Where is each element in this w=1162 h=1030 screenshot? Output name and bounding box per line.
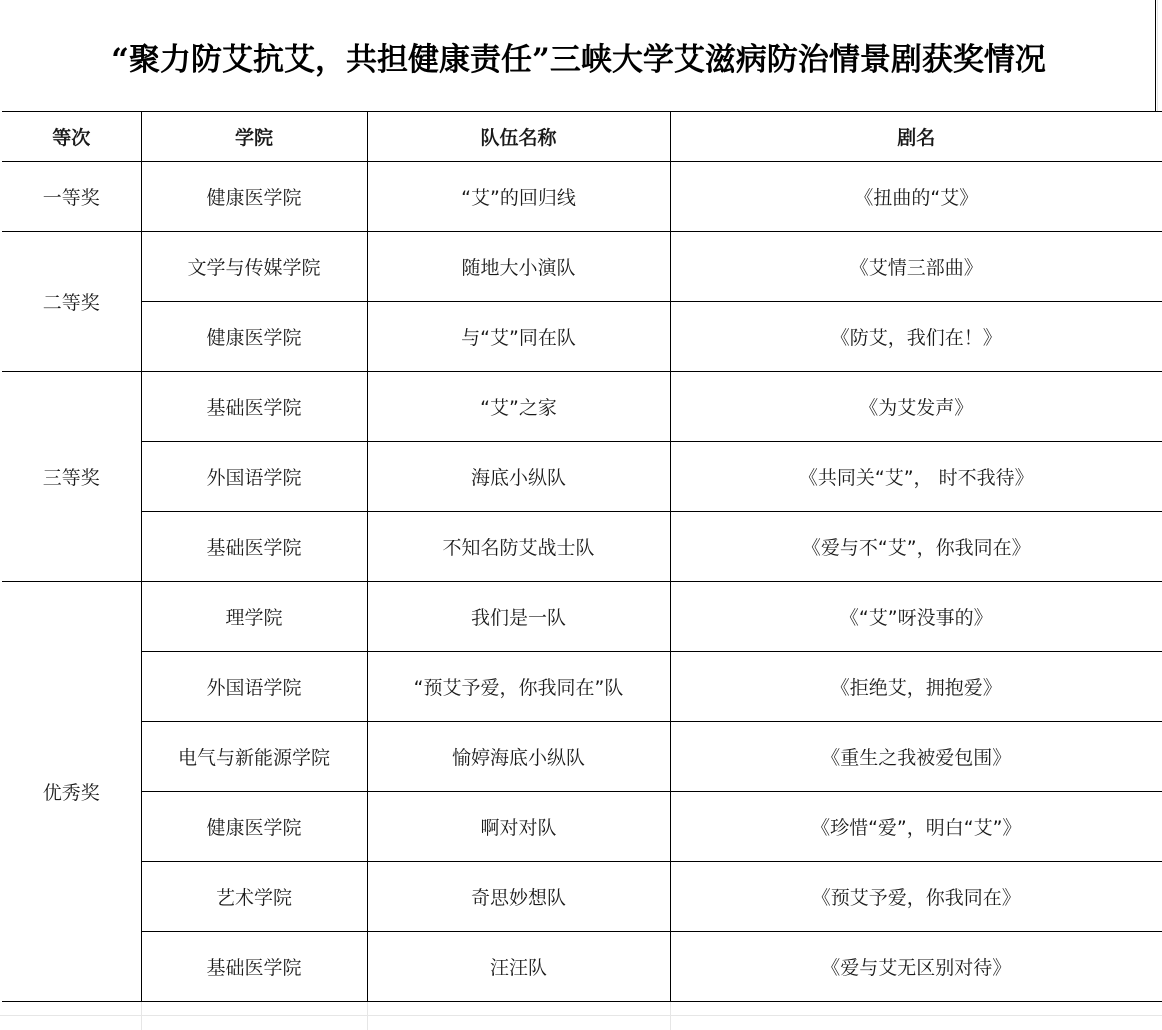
team-cell[interactable]: 汪汪队	[367, 932, 670, 1002]
team-cell[interactable]: 奇思妙想队	[367, 862, 670, 932]
rank-cell[interactable]: 一等奖	[2, 162, 141, 232]
rank-cell[interactable]: 三等奖	[2, 372, 141, 582]
table-row	[2, 582, 1162, 652]
header-team[interactable]: 队伍名称	[367, 112, 670, 162]
play-cell[interactable]: 《拒绝艾，拥抱爱》	[670, 652, 1162, 722]
college-cell[interactable]: 艺术学院	[141, 862, 367, 932]
play-cell[interactable]: 《重生之我被爱包围》	[670, 722, 1162, 792]
team-cell[interactable]: 愉婷海底小纵队	[367, 722, 670, 792]
play-cell[interactable]: 《艾情三部曲》	[670, 232, 1162, 302]
table-row	[2, 232, 1162, 302]
play-cell[interactable]: 《预艾予爱，你我同在》	[670, 862, 1162, 932]
table-row	[2, 302, 1162, 372]
header-rank[interactable]: 等次	[2, 112, 141, 162]
grid-line	[1157, 0, 1158, 111]
team-cell[interactable]: 啊对对队	[367, 792, 670, 862]
play-cell[interactable]: 《共同关“艾”， 时不我待》	[670, 442, 1162, 512]
play-cell[interactable]: 《“艾”呀没事的》	[670, 582, 1162, 652]
play-cell[interactable]: 《防艾，我们在！》	[670, 302, 1162, 372]
header-row	[2, 112, 1162, 162]
page-title: “聚力防艾抗艾，共担健康责任”三峡大学艾滋病防治情景剧获奖情况	[111, 42, 1046, 78]
college-cell[interactable]: 文学与传媒学院	[141, 232, 367, 302]
grid-line	[141, 1001, 142, 1030]
header-college[interactable]: 学院	[141, 112, 367, 162]
rank-cell[interactable]: 优秀奖	[2, 582, 141, 1002]
table-row	[2, 652, 1162, 722]
team-cell[interactable]: “预艾予爱，你我同在”队	[367, 652, 670, 722]
college-cell[interactable]: 电气与新能源学院	[141, 722, 367, 792]
play-cell[interactable]: 《扭曲的“艾》	[670, 162, 1162, 232]
college-cell[interactable]: 外国语学院	[141, 442, 367, 512]
play-cell[interactable]: 《珍惜“爱”，明白“艾”》	[670, 792, 1162, 862]
college-cell[interactable]: 健康医学院	[141, 302, 367, 372]
grid-line	[0, 1015, 1162, 1016]
team-cell[interactable]: 海底小纵队	[367, 442, 670, 512]
table-row	[2, 932, 1162, 1002]
team-cell[interactable]: “艾”的回归线	[367, 162, 670, 232]
college-cell[interactable]: 外国语学院	[141, 652, 367, 722]
play-cell[interactable]: 《爱与艾无区别对待》	[670, 932, 1162, 1002]
table-row	[2, 862, 1162, 932]
play-cell[interactable]: 《为艾发声》	[670, 372, 1162, 442]
table-row	[2, 722, 1162, 792]
grid-line	[367, 1001, 368, 1030]
table-row	[2, 442, 1162, 512]
awards-table	[2, 111, 1162, 1002]
college-cell[interactable]: 基础医学院	[141, 372, 367, 442]
table-row	[2, 512, 1162, 582]
college-cell[interactable]: 理学院	[141, 582, 367, 652]
table-row	[2, 372, 1162, 442]
rank-cell[interactable]: 二等奖	[2, 232, 141, 372]
table-row	[2, 162, 1162, 232]
college-cell[interactable]: 健康医学院	[141, 162, 367, 232]
team-cell[interactable]: 随地大小演队	[367, 232, 670, 302]
grid-line	[670, 1001, 671, 1030]
team-cell[interactable]: 与“艾”同在队	[367, 302, 670, 372]
header-play[interactable]: 剧名	[670, 112, 1162, 162]
title-cell[interactable]	[2, 0, 1156, 111]
play-cell[interactable]: 《爱与不“艾”，你我同在》	[670, 512, 1162, 582]
team-cell[interactable]: 我们是一队	[367, 582, 670, 652]
college-cell[interactable]: 健康医学院	[141, 792, 367, 862]
table-row	[2, 792, 1162, 862]
team-cell[interactable]: “艾”之家	[367, 372, 670, 442]
college-cell[interactable]: 基础医学院	[141, 932, 367, 1002]
team-cell[interactable]: 不知名防艾战士队	[367, 512, 670, 582]
college-cell[interactable]: 基础医学院	[141, 512, 367, 582]
